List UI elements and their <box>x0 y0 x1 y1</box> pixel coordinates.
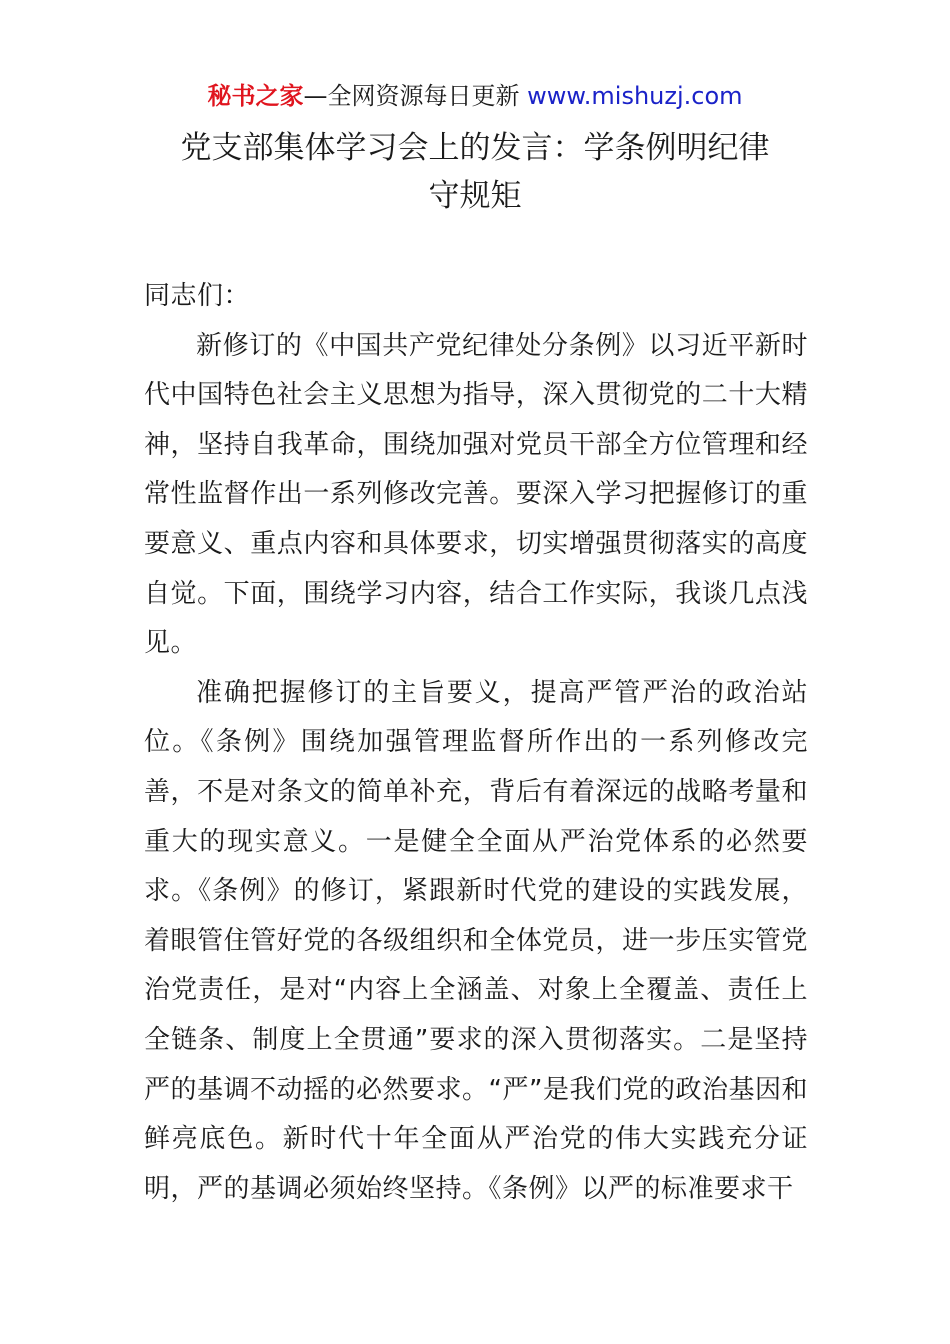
title-line-2: 守规矩 <box>428 178 522 214</box>
header-tagline: —全网资源每日更新 <box>303 82 528 110</box>
site-url-link[interactable]: www.mishuzj.com <box>527 82 743 110</box>
site-header-banner <box>0 78 950 114</box>
title-line-1: 党支部集体学习会上的发言：学条例明纪律 <box>180 130 770 166</box>
brand-name: 秘书之家 <box>207 82 304 110</box>
document-title <box>95 124 855 220</box>
body-paragraph-1: 新修订的《中国共产党纪律处分条例》以习近平新时代中国特色社会主义思想为指导，深入贯彻党的二十大精神，坚持自我革命，围绕加强对党员干部全方位管理和经常性监督作出一系列修改完善。要深入学习把握修订的重要意义、重点内容和具体要求，切实增强贯彻落实的高度自觉。下面，围绕学习内容，结合工作实际，我谈几点浅见。 <box>144 330 808 659</box>
salutation: 同志们： <box>144 281 251 311</box>
document-body <box>144 272 808 1214</box>
body-paragraph-2: 准确把握修订的主旨要义，提高严管严治的政治站位。《条例》围绕加强管理监督所作出的一系列修改完善，不是对条文的简单补充，背后有着深远的战略考量和重大的现实意义。一是健全全面从严治党体系的必然要求。《条例》的修订，紧跟新时代党的建设的实践发展，着眼管住管好党的各级组织和全体党员，进一步压实管党治党责任，是对“内容上全涵盖、对象上全覆盖、责任上全链条、制度上全贯通”要求的深入贯彻落实。二是坚持严的基调不动摇的必然要求。“严”是我们党的政治基因和鲜亮底色。新时代十年全面从严治党的伟大实践充分证明，严的基调必须始终坚持。《条例》以严的标准要求干 <box>144 677 808 1204</box>
